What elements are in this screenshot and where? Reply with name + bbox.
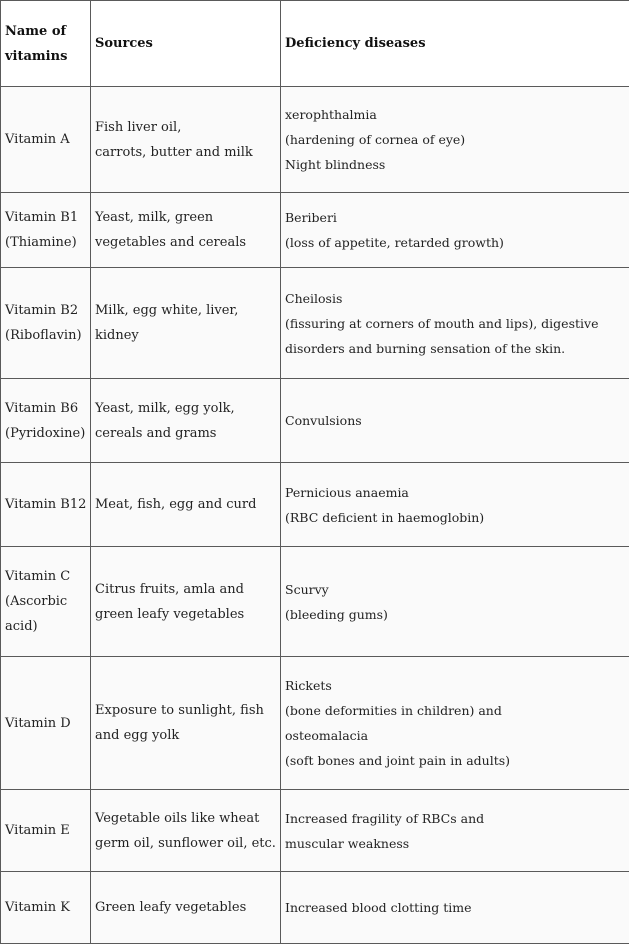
table-row xyxy=(1,547,629,657)
deficiency-cell xyxy=(281,657,629,790)
vitamin-chemical-name: (Pyridoxine) xyxy=(5,421,90,446)
deficiency-line: (hardening of cornea of eye) xyxy=(285,127,629,152)
deficiency-cell xyxy=(281,872,629,944)
deficiency-line: (bleeding gums) xyxy=(285,602,629,627)
deficiency-line: (soft bones and joint pain in adults) xyxy=(285,748,629,773)
sources-line: green leafy vegetables xyxy=(95,602,280,627)
sources-line: Citrus fruits, amla and xyxy=(95,577,280,602)
deficiency-cell xyxy=(281,87,629,193)
sources-cell xyxy=(91,657,281,790)
deficiency-line: xerophthalmia xyxy=(285,102,629,127)
vitamin-chemical-name: acid) xyxy=(5,614,90,639)
vitamin-name: Vitamin K xyxy=(5,895,90,920)
deficiency-line: muscular weakness xyxy=(285,831,629,856)
vitamin-name-cell xyxy=(1,872,91,944)
vitamin-chemical-name: (Riboflavin) xyxy=(5,323,90,348)
table-row xyxy=(1,872,629,944)
sources-line: Yeast, milk, green xyxy=(95,205,280,230)
table-row xyxy=(1,463,629,547)
table-row xyxy=(1,268,629,379)
vitamin-name-cell xyxy=(1,268,91,379)
sources-line: carrots, butter and milk xyxy=(95,140,280,165)
deficiency-cell xyxy=(281,790,629,872)
vitamin-name: Vitamin C xyxy=(5,564,90,589)
sources-cell xyxy=(91,547,281,657)
vitamin-name-cell xyxy=(1,547,91,657)
sources-cell xyxy=(91,193,281,268)
deficiency-line: Increased fragility of RBCs and xyxy=(285,806,629,831)
deficiency-line: osteomalacia xyxy=(285,723,629,748)
header-deficiency-text: Deficiency diseases xyxy=(285,31,629,56)
sources-line: kidney xyxy=(95,323,280,348)
sources-cell xyxy=(91,268,281,379)
deficiency-cell xyxy=(281,463,629,547)
deficiency-cell xyxy=(281,547,629,657)
vitamin-name: Vitamin A xyxy=(5,127,90,152)
sources-line: Milk, egg white, liver, xyxy=(95,298,280,323)
table-row xyxy=(1,657,629,790)
sources-cell xyxy=(91,463,281,547)
sources-cell xyxy=(91,872,281,944)
vitamin-name-cell xyxy=(1,379,91,463)
vitamin-name: Vitamin B2 xyxy=(5,298,90,323)
table-row xyxy=(1,193,629,268)
header-name-of-vitamins xyxy=(1,1,91,87)
vitamin-name-cell xyxy=(1,657,91,790)
vitamin-name: Vitamin E xyxy=(5,818,90,843)
table-row xyxy=(1,87,629,193)
vitamin-name-cell xyxy=(1,463,91,547)
header-name-line: vitamins xyxy=(5,44,90,69)
sources-line: and egg yolk xyxy=(95,723,280,748)
deficiency-line: Rickets xyxy=(285,673,629,698)
deficiency-line: Convulsions xyxy=(285,408,629,433)
vitamin-chemical-name: (Thiamine) xyxy=(5,230,90,255)
header-sources xyxy=(91,1,281,87)
deficiency-line: Night blindness xyxy=(285,152,629,177)
vitamin-name: Vitamin D xyxy=(5,711,90,736)
deficiency-line: (fissuring at corners of mouth and lips), digestive xyxy=(285,311,629,336)
sources-cell xyxy=(91,379,281,463)
sources-line: Exposure to sunlight, fish xyxy=(95,698,280,723)
deficiency-line: disorders and burning sensation of the skin. xyxy=(285,336,629,361)
deficiency-line: Pernicious anaemia xyxy=(285,480,629,505)
table-row xyxy=(1,379,629,463)
deficiency-line: (bone deformities in children) and xyxy=(285,698,629,723)
sources-line: Vegetable oils like wheat xyxy=(95,806,280,831)
vitamin-name-cell xyxy=(1,790,91,872)
sources-line: Meat, fish, egg and curd xyxy=(95,492,280,517)
table-row xyxy=(1,790,629,872)
sources-line: germ oil, sunflower oil, etc. xyxy=(95,831,280,856)
vitamin-name-cell xyxy=(1,193,91,268)
deficiency-line: Beriberi xyxy=(285,205,629,230)
deficiency-cell xyxy=(281,193,629,268)
vitamin-name: Vitamin B12 xyxy=(5,492,90,517)
sources-line: Green leafy vegetables xyxy=(95,895,280,920)
header-row xyxy=(1,1,629,87)
sources-line: Yeast, milk, egg yolk, xyxy=(95,396,280,421)
deficiency-line: (loss of appetite, retarded growth) xyxy=(285,230,629,255)
sources-line: Fish liver oil, xyxy=(95,115,280,140)
sources-line: cereals and grams xyxy=(95,421,280,446)
header-deficiency-diseases xyxy=(281,1,629,87)
deficiency-cell xyxy=(281,268,629,379)
header-name-line: Name of xyxy=(5,19,90,44)
vitamin-name: Vitamin B6 xyxy=(5,396,90,421)
deficiency-line: Cheilosis xyxy=(285,286,629,311)
deficiency-cell xyxy=(281,379,629,463)
vitamin-name: Vitamin B1 xyxy=(5,205,90,230)
deficiency-line: (RBC deficient in haemoglobin) xyxy=(285,505,629,530)
header-sources-text: Sources xyxy=(95,31,280,56)
vitamin-name-cell xyxy=(1,87,91,193)
vitamin-chemical-name: (Ascorbic xyxy=(5,589,90,614)
sources-line: vegetables and cereals xyxy=(95,230,280,255)
sources-cell xyxy=(91,790,281,872)
deficiency-line: Scurvy xyxy=(285,577,629,602)
deficiency-line: Increased blood clotting time xyxy=(285,895,629,920)
sources-cell xyxy=(91,87,281,193)
